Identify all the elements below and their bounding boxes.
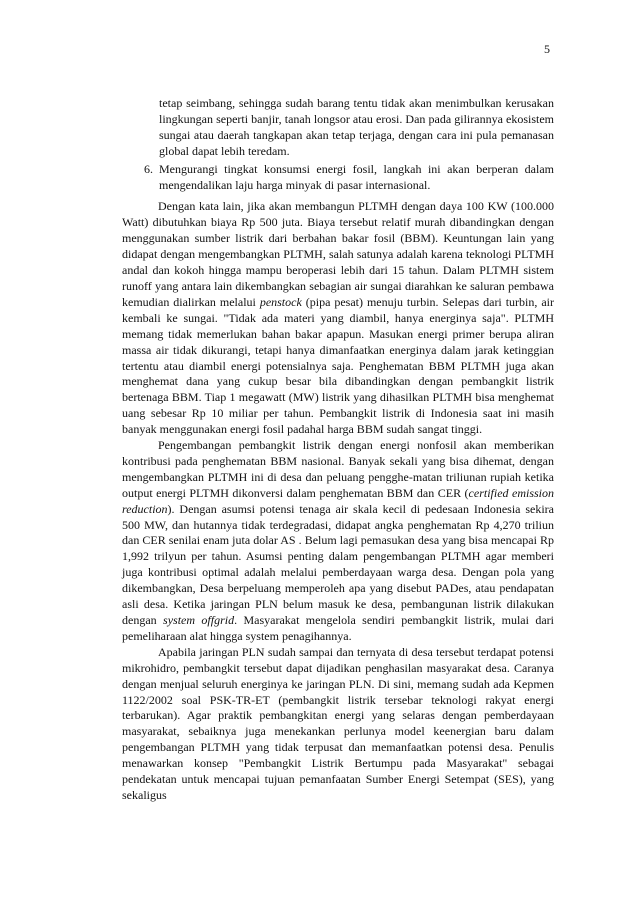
penstock-term: penstock xyxy=(259,294,302,309)
list-item-6 xyxy=(122,162,554,194)
paragraph-pln-grid: Apabila jaringan PLN sudah sampai dan ternyata di desa tersebut terdapat potensi mikrohidro, pembangkit tersebut dapat dijadikan penghasilan masyarakat desa. Caranya dengan menjual seluruh energinya ke jaringan PLN. Di sini, memang sudah ada Kepmen 1122/2002 soal PSK-TR-ET (pembangkit listrik tersebar teknologi rakyat energi terbarukan). Agar praktik pembangkitan energi yang selaras dengan pemberdayaan masyarakat, sebaiknya juga menekankan perlunya model keenergian baru dalam pengembangan PLTMH yang tidak terpusat dan memanfaatkan potensi desa. Penulis menawarkan konsep "Pembangkit Listrik Bertumpu pada Masyarakat" sebagai pendekatan untuk mencapai tujuan pemanfaatan Sumber Energi Setempat (SES), yang sekaligus xyxy=(122,644,554,802)
paragraph-text: . Masyarakat mengelola sendiri pembangkit listrik, mulai dari pemeliharaan alat hingga system penagihannya. xyxy=(122,613,554,643)
list-item-continuation: tetap seimbang, sehingga sudah barang tentu tidak akan menimbulkan kerusakan lingkungan seperti banjir, tanah longsor atau erosi. Dan pada gilirannya ekosistem sungai atau daerah tangkapan akan tetap terjaga, dengan cara ini pula pemanasan global dapat lebih teredam. xyxy=(159,96,554,158)
page-number: 5 xyxy=(544,42,550,56)
paragraph-text: ). Dengan asumsi potensi tenaga air skala kecil di pedesaan Indonesia sekira 500 MW, dan hutannya tidak terdegradasi, didapat angka penghematan Rp 4,270 triliun dan CER senilai enam juta dolar AS . Belum lagi pemasukan desa yang bisa mencapai Rp 1,992 trilyun per tahun. Asumsi penting dalam pengembangan PLTMH agar memberi juga kontribusi optimal adalah melalui pemberdayaan warga desa. Dengan pola yang dikembangkan, Desa berpeluang memperoleh apa yang disebut PADes, atau pendapatan asli desa. Ketika jaringan PLN belum masuk ke desa, pembangunan listrik dilakukan dengan xyxy=(122,501,554,627)
paragraph-text: (pipa pesat) menuju turbin. Selepas dari turbin, air kembali ke sungai. "Tidak ada materi yang diambil, hanya energinya saja". PLTMH memang tidak memerlukan bahan bakar apapun. Masukan energi primer berupa aliran massa air tidak dikurangi, tetapi hanya dimanfaatkan energinya dalam jarak ketinggian tertentu atau diambil energi potensialnya saja. Penghematan BBM PLTMH juga akan menghemat dana yang cukup besar bila dibandingkan dengan pembangkit listrik bertenaga BBM. Tiap 1 megawatt (MW) listrik yang dihasilkan PLTMH bisa menghemat uang sebesar Rp 10 miliar per tahun. Pembangkit listrik di Indonesia saat ini masih banyak menggunakan energi fosil padahal harga BBM sudah sangat tinggi. xyxy=(122,294,554,437)
paragraph-nonfossil-development xyxy=(122,438,554,645)
paragraph-cost-benefits xyxy=(122,199,554,438)
paragraph-text: Pengembangan pembangkit listrik dengan energi nonfosil akan memberikan kontribusi pada penghematan BBM nasional. Banyak sekali yang bisa dihemat, dengan mengembangkan PLTMH ini di desa dan peluang pengghe-matan triliunan rupiah ketika output energi PLTMH dikonversi dalam penghematan BBM dan CER ( xyxy=(122,438,554,500)
list-item-number: 6. xyxy=(144,161,153,176)
cer-term: certified emission reduction xyxy=(122,485,555,516)
document-body xyxy=(122,96,554,804)
list-item-text: Mengurangi tingkat konsumsi energi fosil, langkah ini akan berperan dalam mengendalikan laju harga minyak di pasar internasional. xyxy=(159,161,554,192)
paragraph-text: Dengan kata lain, jika akan membangun PLTMH dengan daya 100 KW (100.000 Watt) dibutuhkan biaya Rp 500 juta. Biaya tersebut relatif murah dibandingkan dengan menggunakan sumber listrik dari berbahan bakar fosil (BBM). Keuntungan lain yang didapat dengan mengembangkan PLTMH, salah satunya adalah karena teknologi PLTMH andal dan kokoh hingga mampu beroperasi lebih dari 15 tahun. Dalam PLTMH sistem runoff yang antara lain dikembangkan sebagian air sungai diarahkan ke saluran pembawa kemudian dialirkan melalui xyxy=(122,199,554,309)
offgrid-term: system offgrid xyxy=(163,613,235,627)
